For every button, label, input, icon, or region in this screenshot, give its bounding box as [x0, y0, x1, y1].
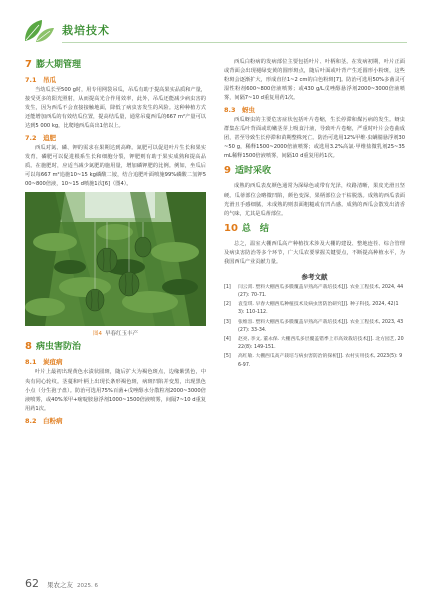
journal-name: 果农之友: [47, 581, 73, 589]
subsection-8-1-text: 叶片上最初出现黄色水渍状圆斑，随后扩大为褐色斑点，边缘紫黑色，中央有同心轮纹。茎蔓和叶柄上出现长条形褐色斑，病斑凹陷并变黑，出现黑色小点（分生孢子盘）。防治可选用75%百菌+戊唑醇水分散粒剂2000~3000倍液喷雾，或40%苯甲+嘧啶胺悬浮剂1000~1500倍液喷雾，间隔7~10 d重复用药1次。: [25, 369, 206, 412]
section-8-heading: [25, 340, 206, 354]
section-7-number: 7: [25, 59, 32, 70]
subsection-8-1-heading: 8.1 炭疽病: [25, 358, 63, 367]
section-category-title: 栽培技术: [62, 24, 110, 37]
figure-4-number: 图4: [92, 331, 102, 338]
reference-number: [1]: [224, 284, 231, 290]
figure-4-caption: [25, 329, 206, 337]
section-10-text: 总之，温室大棚西瓜高产种植技术涉及大棚的建设、整地连茬、综合管理及病虫害防治等多个环节，广大瓜农要掌握关键要点，不断提高种植水平，为我国西瓜产业贡献力量。: [224, 240, 405, 265]
reference-text: 赵亮, 李文, 董永保. 大棚西瓜多层覆盖错季上市高效栽培技术[J]. 北方园艺, 2022(8): 149-151.: [238, 337, 404, 351]
figure-4-caption-text: 早春红玉丰产: [104, 331, 138, 338]
reference-item: [224, 284, 405, 300]
reference-number: [5]: [224, 354, 231, 360]
journal-issue: 2025. 6: [77, 583, 98, 589]
page-footer: [25, 572, 98, 591]
section-10-heading: [224, 222, 405, 236]
header-divider: [62, 42, 407, 43]
reference-item: [224, 301, 405, 317]
reference-item: [224, 336, 405, 352]
subsection-7-1-text: 当幼瓜长至500 g时，用专用网袋吊瓜，吊瓜有助于提高果实品质和产量，接受更多的阳光照射，从而提高光合作用效率，此外，吊瓜还能减少病虫害的发生，因为西瓜不会直接接触地面，降低了病虫害发生的风险。这种种植方式还能增加西瓜的有效结瓜位置，提高结瓜量，通常吊蔓西瓜的667 m²产量可以达到5 000 kg，比爬地西瓜高出1倍以上。: [25, 87, 206, 130]
reference-text: 闫云霄. 塑料大棚西瓜多膜覆盖早熟高产栽培技术[J]. 农业工程技术, 2024, 44(27): 70-71.: [238, 284, 404, 298]
leaf-logo-icon: [22, 17, 56, 45]
reference-item: [224, 319, 405, 335]
section-10-title: 总 结: [241, 223, 269, 234]
reference-number: [3]: [224, 319, 231, 325]
section-8-number: 8: [25, 341, 32, 353]
section-7-heading: [25, 58, 206, 72]
figure-4: [25, 192, 206, 340]
reference-number: [2]: [224, 302, 231, 308]
left-column: [25, 58, 206, 427]
powdery-mildew-text: 西瓜白粉病的发病部位主要包括叶片、叶柄和茎。在发病初期，叶片正面或背面会出现褪绿变黄的圆形斑点，随后叶面或叶背产生近圆形小粉斑，这些粉斑会逐渐扩大，形成直径1~2 cm的白色粉斑[7]。防治可选用50%多菌灵可湿性粉剂600~800倍液喷雾；或430 g/L戊唑醇悬浮剂2000~3000倍液喷雾，间隔7~10 d重复用药1次。: [224, 59, 405, 102]
subsection-8-3-heading: 8.3 蚜虫: [224, 106, 256, 115]
reference-item: [224, 353, 405, 369]
section-9-title: 适时采收: [234, 166, 271, 177]
section-9-text: 成熟的西瓜表皮颜色通常为深绿色或带有光泽，纹路清晰，果皮光滑且坚硬。瓜蒂部位会略微凹陷，颜色变深，果柄部位会干枯脱落。成熟的西瓜表面光滑且手感细腻，未成熟的则表面粗糙或有凹凸感。成熟的西瓜会散发出清香的气味，尤其是瓜蒂部位。: [224, 183, 405, 217]
right-column: [224, 58, 405, 371]
references-title: 参考文献: [301, 272, 328, 281]
page-header: [0, 0, 427, 50]
page-number: 62: [25, 577, 39, 590]
section-8-title: 病虫害防治: [35, 342, 81, 353]
section-9-number: 9: [224, 165, 231, 177]
subsection-8-2-heading: 8.2 白粉病: [25, 416, 63, 425]
reference-text: 袁莹琪. 早春大棚西瓜种植技术及病虫害防治研究[J]. 种子科技, 2024, 42(13): 110-112.: [238, 302, 399, 316]
section-7-title: 膨大期管理: [35, 60, 81, 70]
section-9-heading: [224, 164, 405, 178]
subsection-7-2-heading: 7.2 追肥: [25, 134, 57, 143]
subsection-8-3-text: 西瓜蚜虫的主要危害症状包括叶片卷缩，生长停滞和煤污病的发生。蚜虫群集在瓜叶背面或幼嫩茎芽上吸食汁液，导致叶片卷缩，严重时叶片会卷曲成团，甚至导致生长停滞和苗期整株死亡。防治可选用12%甲维·虫螨腈悬浮剂30~50 g，稀释1500~2000倍液喷雾；或选用3.2%高氯·甲维盐微乳剂25~35 mL稀释1500倍液喷雾，间隔10 d重复用药1次。: [224, 117, 405, 160]
reference-text: 张维容. 塑料大棚西瓜多膜覆盖早熟高产栽培技术[J]. 农业工程技术, 2023, 43(27): 33-34.: [238, 319, 404, 333]
reference-text: 高红敏. 大棚西瓜高产栽培与病虫害防治的探析[J]. 农村实用技术, 2023(5): 96-97.: [238, 354, 403, 368]
reference-number: [4]: [224, 337, 231, 343]
subsection-7-1-heading: 7.1 吊瓜: [25, 76, 57, 84]
references-list: [224, 284, 405, 370]
watermelon-greenhouse-photo: [25, 192, 206, 326]
section-10-number: 10: [224, 222, 238, 234]
subsection-7-2-text: 西瓜对氮、磷、钾的需求在果期达到高峰。氮肥可以促进叶片生长和果实发育，磷肥可以促进根系生长和细胞分裂，钾肥则有助于果实成熟和提高品质。在施肥时，应适当减少氮肥的施用量，增加磷钾肥的比例。例如，坐瓜后可以每667 m²追施10~15 kg磷酸二铵，结合追肥叶面喷施99%磷酸二氢钾500~800倍液，10~15 d喷施1次[6]（图4）。: [25, 145, 206, 188]
